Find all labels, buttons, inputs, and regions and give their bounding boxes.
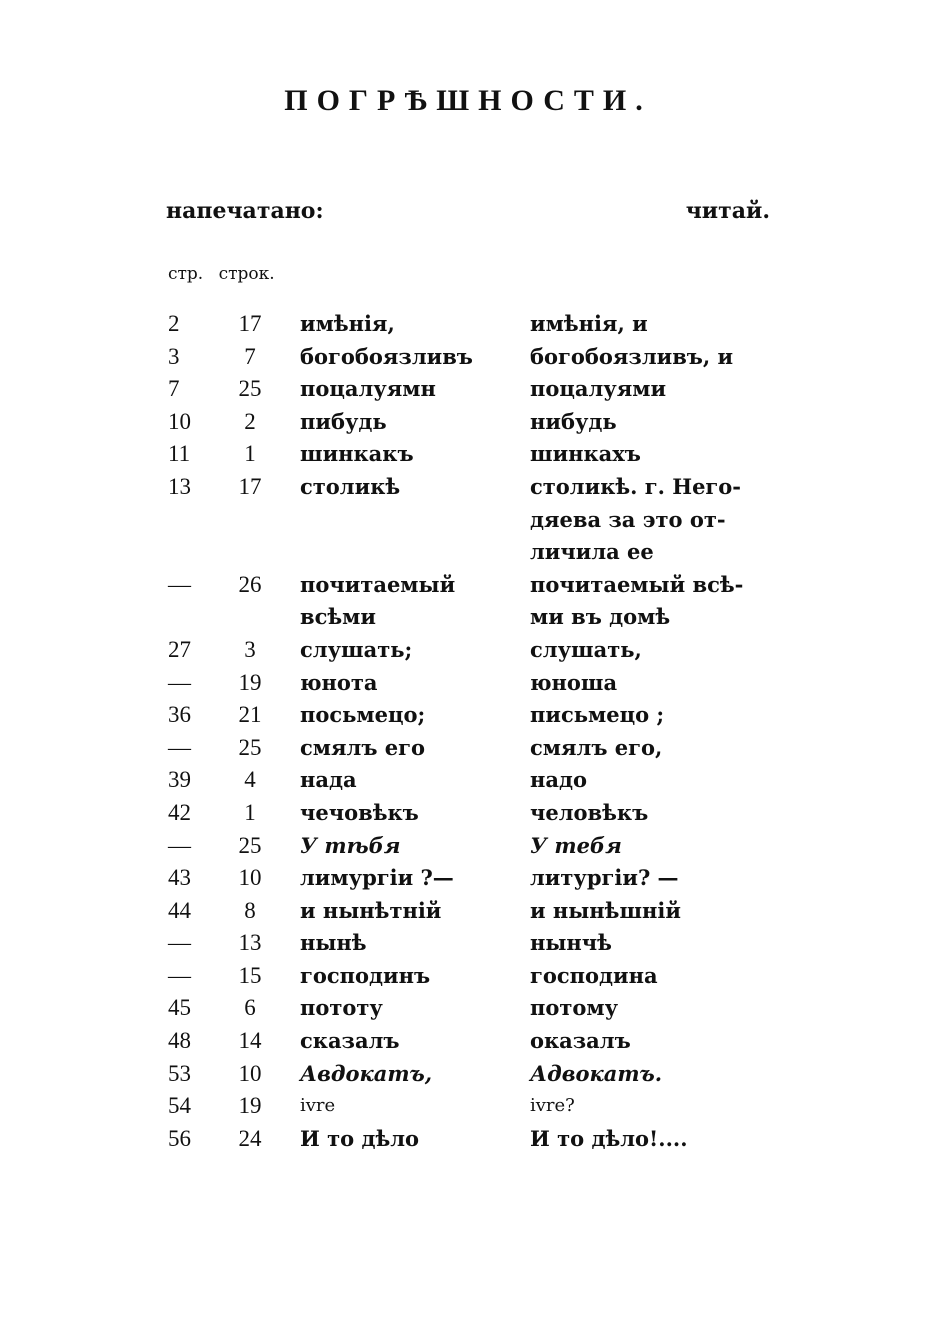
errata-table — [0, 308, 936, 1155]
row-page: 45 — [168, 995, 191, 1021]
row-page: 54 — [168, 1093, 191, 1119]
table-row — [0, 1058, 936, 1091]
row-printed: нада — [300, 767, 357, 793]
row-line: 4 — [244, 767, 256, 793]
subheader-page: стр. — [168, 264, 204, 284]
row-printed: смялъ его — [300, 734, 426, 760]
row-read: личила ее — [530, 539, 654, 565]
row-printed: юнота — [300, 669, 378, 695]
table-row — [0, 308, 936, 341]
row-read: литургіи? — — [530, 865, 679, 891]
row-page: — — [168, 734, 191, 760]
table-row — [0, 732, 936, 765]
row-printed: пибудь — [300, 408, 387, 434]
row-read: богобоязливъ, и — [530, 343, 734, 369]
table-row — [0, 634, 936, 667]
row-line: 25 — [238, 734, 262, 760]
row-read: господина — [530, 962, 658, 988]
row-read: ми въ домѣ — [530, 604, 671, 630]
row-read: слушать, — [530, 636, 642, 662]
row-page: 48 — [168, 1028, 191, 1054]
row-printed: и нынѣтній — [300, 897, 442, 923]
row-read: почитаемый всѣ- — [530, 571, 744, 597]
table-row — [0, 797, 936, 830]
table-row — [0, 1090, 936, 1123]
row-read: столикѣ. г. Него- — [530, 473, 742, 499]
row-printed: столикѣ — [300, 473, 401, 499]
table-row — [0, 601, 936, 634]
row-read: И то дѣло!.... — [530, 1125, 688, 1151]
table-row — [0, 960, 936, 993]
table-row — [0, 536, 936, 569]
subheader — [168, 264, 285, 284]
row-printed: имѣнія, — [300, 311, 395, 336]
row-printed: У тѣбя — [300, 832, 401, 858]
row-line: 1 — [244, 441, 256, 467]
table-row — [0, 406, 936, 439]
table-row — [0, 862, 936, 895]
row-read: и нынѣшній — [530, 897, 681, 923]
row-page: 13 — [168, 473, 191, 499]
row-line: 19 — [238, 1093, 262, 1119]
row-read: смялъ его, — [530, 734, 663, 760]
row-line: 19 — [238, 669, 262, 695]
row-line: 24 — [238, 1125, 262, 1151]
row-read: письмецо ; — [530, 702, 665, 728]
row-read: нынчѣ — [530, 930, 612, 956]
row-line: 14 — [238, 1028, 262, 1054]
row-page: — — [168, 832, 191, 858]
page-title: ПОГРѢШНОСТИ. — [284, 84, 652, 117]
table-row — [0, 927, 936, 960]
row-read: дяева за это от- — [530, 506, 726, 532]
table-row — [0, 764, 936, 797]
row-read: У тебя — [530, 832, 622, 858]
row-line: 3 — [244, 636, 256, 662]
row-printed: слушать; — [300, 636, 413, 662]
row-page: 2 — [168, 311, 180, 336]
row-page: 27 — [168, 636, 191, 662]
row-line: 2 — [244, 408, 256, 434]
row-page: 53 — [168, 1060, 191, 1086]
row-page: 56 — [168, 1125, 191, 1151]
row-line: 7 — [244, 343, 256, 369]
row-line: 8 — [244, 897, 256, 923]
table-row — [0, 438, 936, 471]
table-row — [0, 667, 936, 700]
row-page: 11 — [168, 441, 191, 467]
table-row — [0, 895, 936, 928]
row-line: 13 — [238, 930, 262, 956]
row-page: 43 — [168, 865, 191, 891]
row-line: 25 — [238, 832, 262, 858]
row-page: 44 — [168, 897, 191, 923]
row-page: 10 — [168, 408, 191, 434]
row-printed: почитаемый — [300, 571, 456, 597]
row-printed: господинъ — [300, 962, 431, 988]
row-read: надо — [530, 767, 587, 793]
header-read: читай. — [685, 198, 770, 224]
row-line: 21 — [238, 702, 262, 728]
row-line: 15 — [238, 962, 262, 988]
row-read: ivre? — [530, 1095, 575, 1117]
row-printed: нынѣ — [300, 930, 367, 956]
row-page: — — [168, 571, 191, 597]
table-row — [0, 1123, 936, 1156]
row-line: 17 — [238, 311, 262, 336]
row-read: потому — [530, 995, 619, 1021]
row-line: 1 — [244, 799, 256, 825]
row-read: Адвокатъ. — [530, 1060, 663, 1086]
row-printed: лимургіи ?— — [300, 865, 454, 891]
row-printed: посьмецо; — [300, 702, 426, 728]
row-read: оказалъ — [530, 1028, 631, 1054]
row-read: поцалуями — [530, 376, 667, 402]
table-row — [0, 373, 936, 406]
row-printed: чечовѣкъ — [300, 799, 419, 825]
table-row — [0, 699, 936, 732]
row-read: нибудь — [530, 408, 617, 434]
row-printed: шинкакъ — [300, 441, 414, 467]
subheader-line: строк. — [218, 264, 275, 284]
row-page: 39 — [168, 767, 191, 793]
row-page: 42 — [168, 799, 191, 825]
row-line: 26 — [238, 571, 262, 597]
row-read: юноша — [530, 669, 618, 695]
row-page: — — [168, 930, 191, 956]
row-printed: И то дѣло — [300, 1125, 420, 1151]
row-page: 7 — [168, 376, 180, 402]
row-printed: пототу — [300, 995, 383, 1021]
table-row — [0, 341, 936, 374]
table-row — [0, 569, 936, 602]
header-printed: напечатано: — [166, 198, 324, 224]
row-read: шинкахъ — [530, 441, 641, 467]
row-line: 10 — [238, 865, 262, 891]
row-line: 10 — [238, 1060, 262, 1086]
row-printed: поцалуямн — [300, 376, 436, 402]
row-page: — — [168, 962, 191, 988]
row-printed: всѣми — [300, 604, 376, 630]
row-page: 36 — [168, 702, 191, 728]
row-line: 17 — [238, 473, 262, 499]
row-page: — — [168, 669, 191, 695]
row-printed: ivre — [300, 1095, 336, 1117]
table-row — [0, 504, 936, 537]
row-read: имѣнія, и — [530, 311, 648, 336]
row-line: 6 — [244, 995, 256, 1021]
row-printed: Авдокатъ, — [300, 1060, 433, 1086]
table-row — [0, 1025, 936, 1058]
table-row — [0, 830, 936, 863]
row-printed: сказалъ — [300, 1028, 400, 1054]
row-line: 25 — [238, 376, 262, 402]
row-read: человѣкъ — [530, 799, 649, 825]
table-row — [0, 992, 936, 1025]
row-page: 3 — [168, 343, 180, 369]
table-row — [0, 471, 936, 504]
row-printed: богобоязливъ — [300, 343, 473, 369]
